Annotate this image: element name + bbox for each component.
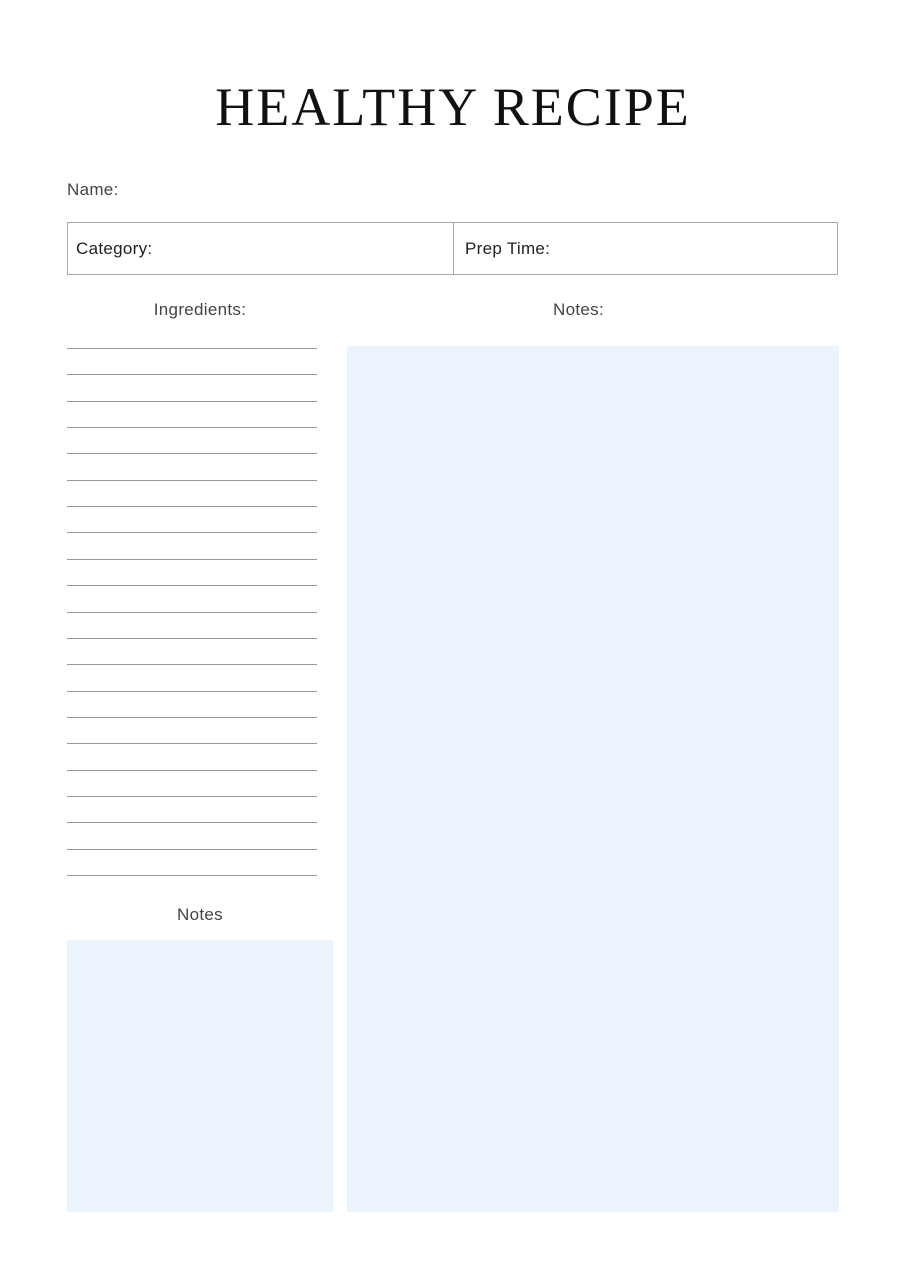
name-label: Name: [67, 180, 119, 199]
ingredient-line[interactable] [67, 427, 317, 428]
ingredient-line[interactable] [67, 638, 317, 639]
ingredient-line[interactable] [67, 612, 317, 613]
category-label: Category: [76, 238, 153, 258]
ingredient-line[interactable] [67, 849, 317, 850]
ingredient-line[interactable] [67, 796, 317, 797]
info-box [67, 222, 838, 275]
page-title: HEALTHY RECIPE [215, 77, 691, 137]
prep-time-field[interactable] [454, 223, 837, 274]
ingredient-line[interactable] [67, 532, 317, 533]
ingredients-list [67, 348, 317, 878]
ingredient-line[interactable] [67, 822, 317, 823]
ingredient-line[interactable] [67, 664, 317, 665]
ingredient-line[interactable] [67, 401, 317, 402]
prep-time-label: Prep Time: [465, 238, 551, 258]
notes-label: Notes: [553, 300, 604, 319]
ingredient-line[interactable] [67, 691, 317, 692]
ingredient-line[interactable] [67, 717, 317, 718]
notes-small-label: Notes [177, 905, 223, 924]
ingredient-line[interactable] [67, 374, 317, 375]
ingredient-line[interactable] [67, 875, 317, 876]
ingredient-line[interactable] [67, 480, 317, 481]
ingredients-label: Ingredients: [153, 300, 247, 319]
ingredient-line[interactable] [67, 743, 317, 744]
ingredient-line[interactable] [67, 506, 317, 507]
ingredient-line[interactable] [67, 559, 317, 560]
ingredient-line[interactable] [67, 453, 317, 454]
ingredient-line[interactable] [67, 585, 317, 586]
category-field[interactable] [68, 223, 454, 274]
notes-area[interactable] [347, 346, 839, 1212]
ingredient-line[interactable] [67, 348, 317, 349]
notes-small-area[interactable] [67, 940, 333, 1212]
ingredient-line[interactable] [67, 770, 317, 771]
